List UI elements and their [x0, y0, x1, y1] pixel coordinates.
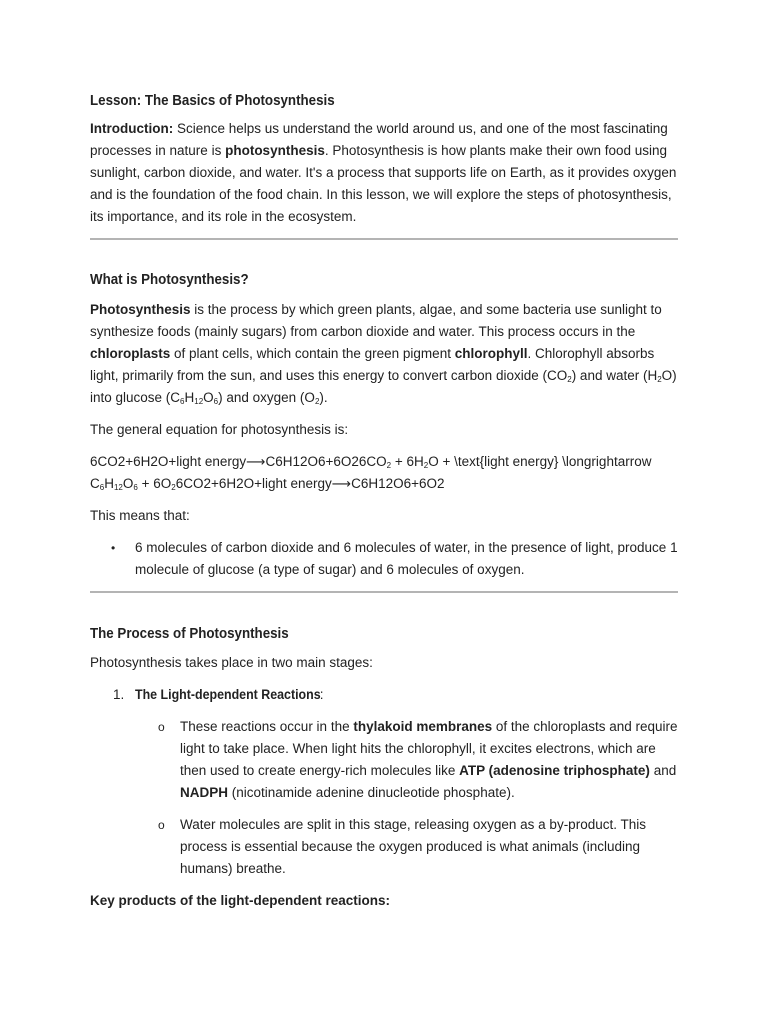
subscript: 2 [386, 461, 392, 470]
definition-text: H [184, 390, 195, 405]
definition-text: ) and water (H [571, 368, 658, 383]
equation-intro: The general equation for photosynthesis is: [90, 422, 349, 437]
section-heading-process: The Process of Photosynthesis [90, 626, 289, 642]
equation-text: O [122, 476, 134, 491]
definition-text: O) into glucose (C [90, 368, 677, 405]
subscript: 2 [314, 397, 320, 406]
list-item [90, 537, 678, 581]
bullet-list [90, 537, 678, 581]
intro-bold-photosynthesis: photosynthesis [225, 143, 325, 158]
sub-item-text: (nicotinamide adenine dinucleotide phosphate). [228, 785, 515, 800]
list-item [90, 716, 678, 804]
definition-text: O [203, 390, 214, 405]
lesson-title: Lesson: The Basics of Photosynthesis [90, 93, 335, 109]
equation-text: H [104, 476, 114, 491]
subscript: 2 [171, 483, 176, 492]
term-photosynthesis: Photosynthesis [90, 302, 191, 317]
stages-intro: Photosynthesis takes place in two main stages: [90, 655, 373, 670]
equation-text: O + \text{light energy} \longrightarrow C [90, 454, 652, 491]
intro-text-2: . Photosynthesis is how plants make their own food using sunlight, carbon dioxide, and water. It's a process that supports life on Earth, as it provides oxygen and is the foundation of the food chain. In this lesson, we will explore the steps of photosynthesis, its importance, and its role in the ecosystem. [90, 143, 677, 224]
equation-text: + 6H [391, 454, 424, 469]
list-item [90, 814, 678, 880]
sub-item-text: of the chloroplasts and require light to take place. When light hits the chlorophyll, it excites electrons, which are then used to create energy-rich molecules like [180, 719, 678, 778]
intro-paragraph [90, 118, 678, 228]
term-atp: ATP (adenosine triphosphate) [459, 763, 650, 778]
definition-text: of plant cells, which contain the green pigment [170, 346, 455, 361]
term-chloroplasts: chloroplasts [90, 346, 171, 361]
stage-colon: : [319, 687, 324, 702]
definition-text: ). [319, 390, 328, 405]
sub-item-text: Water molecules are split in this stage, releasing oxygen as a by-product. This process is essential because the oxygen produced is what animals (including humans) breathe. [180, 817, 646, 876]
term-chlorophyll: chlorophyll [454, 346, 528, 361]
photosynthesis-definition [90, 299, 678, 409]
definition-text: ) and oxygen (O [218, 390, 315, 405]
intro-label: Introduction: [90, 121, 174, 136]
subscript: 12 [113, 483, 123, 492]
sub-bullet-marker: o [158, 720, 165, 734]
stages-list [90, 684, 678, 706]
definition-text: . Chlorophyll absorbs light, primarily from the sun, and uses this energy to convert carbon dioxide (CO [90, 346, 655, 383]
term-thylakoid: thylakoid membranes [353, 719, 493, 734]
stage-label: The Light-dependent Reactions [135, 687, 321, 702]
list-item [90, 684, 678, 706]
subscript: 6 [213, 397, 219, 406]
intro-text-1: Science helps us understand the world around us, and one of the most fascinating processes in nature is [90, 121, 668, 158]
subscript: 6 [133, 483, 138, 492]
subscript: 12 [194, 397, 204, 406]
term-nadph: NADPH [180, 785, 229, 800]
bullet-marker: • [111, 541, 116, 555]
divider [90, 238, 678, 240]
subscript: 6 [99, 483, 105, 492]
subscript: 6 [180, 397, 185, 406]
subscript: 2 [657, 375, 662, 384]
document-content [90, 93, 678, 912]
key-products-heading: Key products of the light-dependent reactions: [90, 893, 391, 908]
list-number: 1. [113, 687, 125, 702]
sub-item-text: and [649, 763, 677, 778]
equation-text: 6CO2+6H2O+light energy⟶C6H12O6+6O26CO [90, 454, 387, 469]
subscript: 2 [423, 461, 429, 470]
photosynthesis-equation [90, 451, 678, 495]
divider [90, 591, 678, 593]
sub-item-text: These reactions occur in the [180, 719, 354, 734]
section-heading-what-is: What is Photosynthesis? [90, 272, 249, 288]
definition-text: is the process by which green plants, algae, and some bacteria use sunlight to synthesize foods (mainly sugars) from carbon dioxide and water. This process occurs in the [90, 302, 662, 339]
sub-list [90, 716, 678, 880]
list-item-text: 6 molecules of carbon dioxide and 6 molecules of water, in the presence of light, produce 1 molecule of glucose (a type of sugar) and 6 molecules of oxygen. [135, 540, 678, 577]
sub-bullet-marker: o [158, 818, 165, 832]
subscript: 2 [567, 375, 572, 384]
means-that-text: This means that: [90, 508, 190, 523]
equation-text: + 6O [137, 476, 172, 491]
equation-text: 6CO2+6H2O+light energy⟶C6H12O6+6O2 [175, 476, 445, 491]
